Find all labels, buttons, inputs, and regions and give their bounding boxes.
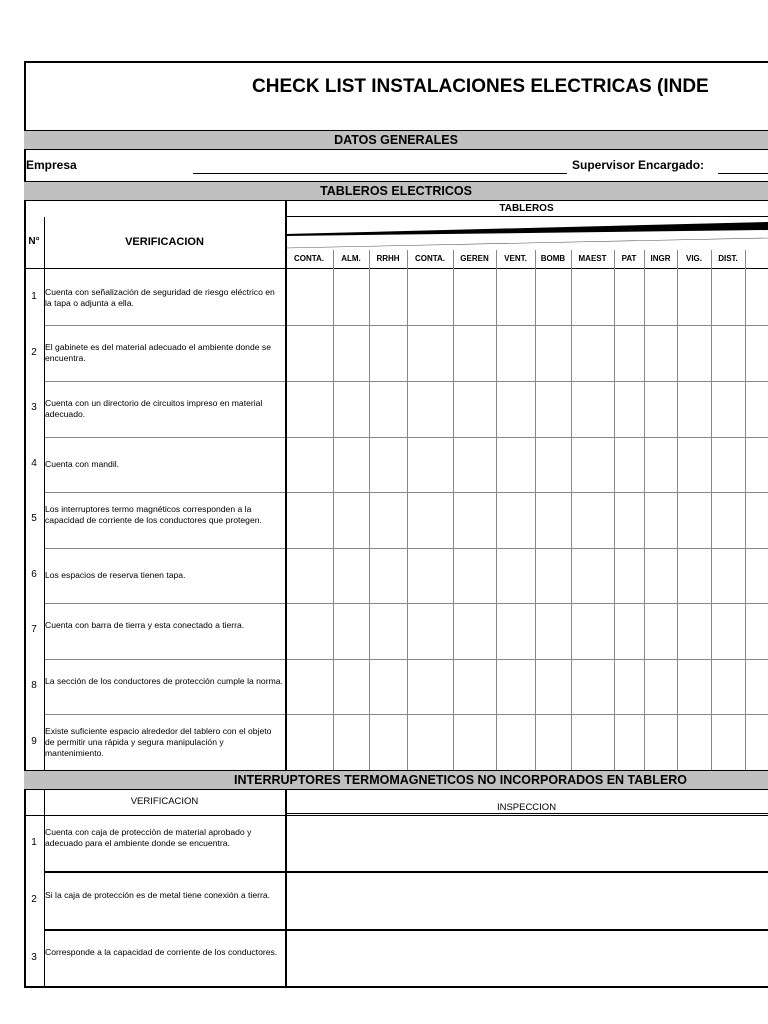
section-interruptores-label: INTERRUPTORES TERMOMAGNETICOS NO INCORPORADOS EN TABLERO xyxy=(234,773,688,787)
col-rrhh: RRHH xyxy=(376,254,400,263)
vrule-7 xyxy=(571,250,572,770)
vrule-2 xyxy=(369,250,370,770)
section-datos-generales xyxy=(24,130,768,150)
tableros-row-7-num: 7 xyxy=(31,624,37,635)
vrule-1 xyxy=(333,250,334,770)
vrule-verificacion xyxy=(285,201,287,770)
tableros-row-5-text: Los interruptores termo magnéticos corresponden a la capacidad de corriente de los conductores que protegen. xyxy=(45,504,262,525)
row-rule-8 xyxy=(44,714,768,715)
row-rule-5 xyxy=(44,548,768,549)
tableros-row-4-text: Cuenta con mandil. xyxy=(45,459,120,469)
vrule-11 xyxy=(711,250,712,770)
tableros-group-header: TABLEROS xyxy=(499,203,554,214)
empresa-input-line[interactable] xyxy=(193,173,567,174)
int-row-3-inspeccion-cell[interactable] xyxy=(286,931,768,986)
supervisor-input-line[interactable] xyxy=(718,173,768,174)
tableros-row-3-num: 3 xyxy=(31,402,37,413)
tableros-row-2-num: 2 xyxy=(31,347,37,358)
row-rule-3 xyxy=(44,437,768,438)
tableros-row-9-text: Existe suficiente espacio alrededor del tablero con el objeto de permitir una rápida y segura manipulación y mantenimiento. xyxy=(45,726,272,758)
int-row-1-text: Cuenta con caja de protección de material aprobado y adecuado para el ambiente donde se encuentra. xyxy=(45,827,252,848)
section-tableros-electricos xyxy=(24,181,768,201)
tableros-row-9-num: 9 xyxy=(31,736,37,747)
vrule-10 xyxy=(677,250,678,770)
document-title: CHECK LIST INSTALACIONES ELECTRICAS (INDE xyxy=(252,76,709,97)
tableros-row-7-text: Cuenta con barra de tierra y esta conectado a tierra. xyxy=(45,620,245,630)
vrule-12 xyxy=(745,250,746,770)
vrule-6 xyxy=(535,250,536,770)
int-row-3-num: 3 xyxy=(31,952,37,963)
int-row-2-inspeccion-cell[interactable] xyxy=(286,873,768,929)
header-diagonal-rule xyxy=(285,218,768,250)
col-header-no: N° xyxy=(28,236,40,247)
frame-bottom xyxy=(24,986,768,988)
tableros-row-8-text: La sección de los conductores de protección cumple la norma. xyxy=(45,676,283,686)
col-conta-2: CONTA. xyxy=(414,254,446,263)
int-row-1-inspeccion-cell[interactable] xyxy=(286,816,768,871)
int-row-2-num: 2 xyxy=(31,894,37,905)
int-row-3-text: Corresponde a la capacidad de corriente de los conductores. xyxy=(45,947,278,957)
tableros-row-2-text: El gabinete es del material adecuado el ambiente donde se encuentra. xyxy=(45,342,271,363)
int-rule-inspeccion xyxy=(285,813,768,814)
row-rule-4 xyxy=(44,492,768,493)
int-row-2-text: Si la caja de protección es de metal tiene conexión a tierra. xyxy=(45,890,270,900)
supervisor-label: Supervisor Encargado: xyxy=(572,158,705,172)
vrule-4 xyxy=(453,250,454,770)
row-rule-0 xyxy=(24,268,768,269)
row-rule-7 xyxy=(44,659,768,660)
section-tableros-electricos-label: TABLEROS ELECTRICOS xyxy=(320,184,472,198)
col-pat: PAT xyxy=(621,254,637,263)
vrule-8 xyxy=(614,250,615,770)
col-conta-1: CONTA. xyxy=(293,254,325,263)
tableros-row-6-text: Los espacios de reserva tienen tapa. xyxy=(45,570,186,580)
tableros-row-6-num: 6 xyxy=(31,569,37,580)
col-dist: DIST. xyxy=(718,254,738,263)
row-rule-1 xyxy=(44,325,768,326)
tableros-row-4-num: 4 xyxy=(31,458,37,469)
vrule-3 xyxy=(407,250,408,770)
col-ingr: INGR xyxy=(650,254,671,263)
tableros-row-1-num: 1 xyxy=(31,291,37,302)
int-row-1-num: 1 xyxy=(31,837,37,848)
section-interruptores xyxy=(24,770,768,790)
row-rule-2 xyxy=(44,381,768,382)
frame-top xyxy=(24,61,768,63)
row-rule-6 xyxy=(44,603,768,604)
section-datos-generales-label: DATOS GENERALES xyxy=(334,133,458,147)
tableros-group-rule xyxy=(285,216,768,217)
tableros-row-8-num: 8 xyxy=(31,680,37,691)
tableros-row-3-text: Cuenta con un directorio de circuitos impreso en material adecuado. xyxy=(45,398,263,419)
col-geren: GEREN xyxy=(460,254,489,263)
col-vig: VIG. xyxy=(685,254,702,263)
col-alm: ALM. xyxy=(341,254,361,263)
int-col-header-verificacion: VERIFICACION xyxy=(130,796,199,807)
int-col-header-inspeccion: INSPECCION xyxy=(496,802,557,813)
col-vent: VENT. xyxy=(504,254,527,263)
empresa-label: Empresa xyxy=(26,158,77,172)
col-bomb: BOMB xyxy=(540,254,566,263)
vrule-9 xyxy=(644,250,645,770)
vrule-5 xyxy=(496,250,497,770)
col-header-verificacion: VERIFICACION xyxy=(125,236,204,248)
tableros-row-1-text: Cuenta con señalización de seguridad de riesgo eléctrico en la tapa o adjunta a ella. xyxy=(45,287,275,308)
col-maest: MAEST xyxy=(578,254,607,263)
tableros-row-5-num: 5 xyxy=(31,513,37,524)
